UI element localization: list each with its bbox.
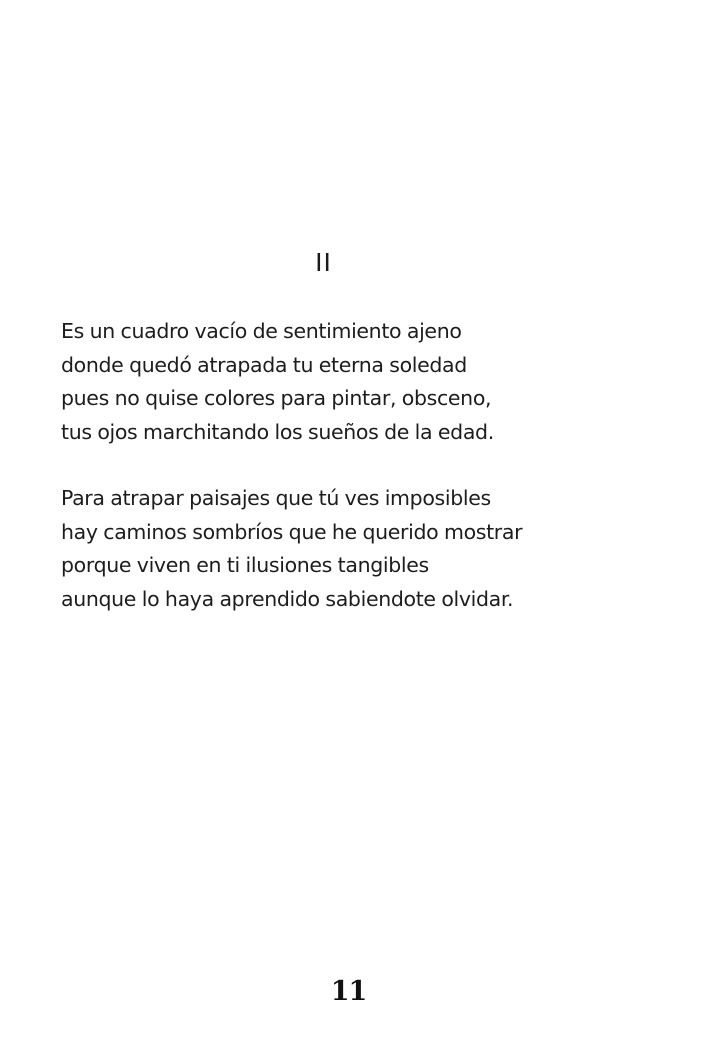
verse-line: Es un cuadro vacío de sentimiento ajeno [61,319,462,343]
verse-line: hay caminos sombríos que he querido mostrar [61,519,523,544]
verse-line: porque viven en ti ilusiones tangibles [61,553,429,577]
verse-line: aunque lo haya aprendido sabiendote olvidar. [61,586,514,611]
stanza-1 [61,315,494,449]
page-number: 11 [330,976,367,1007]
verse-line: tus ojos marchitando los sueños de la edad. [61,419,494,444]
verse-line: donde quedó atrapada tu eterna soledad [61,352,467,377]
verse-line: Para atrapar paisajes que tú ves imposibles [61,486,491,510]
stanza-2 [61,482,522,616]
verse-line: pues no quise colores para pintar, obsceno, [61,386,492,410]
poem-number: II [315,248,332,277]
